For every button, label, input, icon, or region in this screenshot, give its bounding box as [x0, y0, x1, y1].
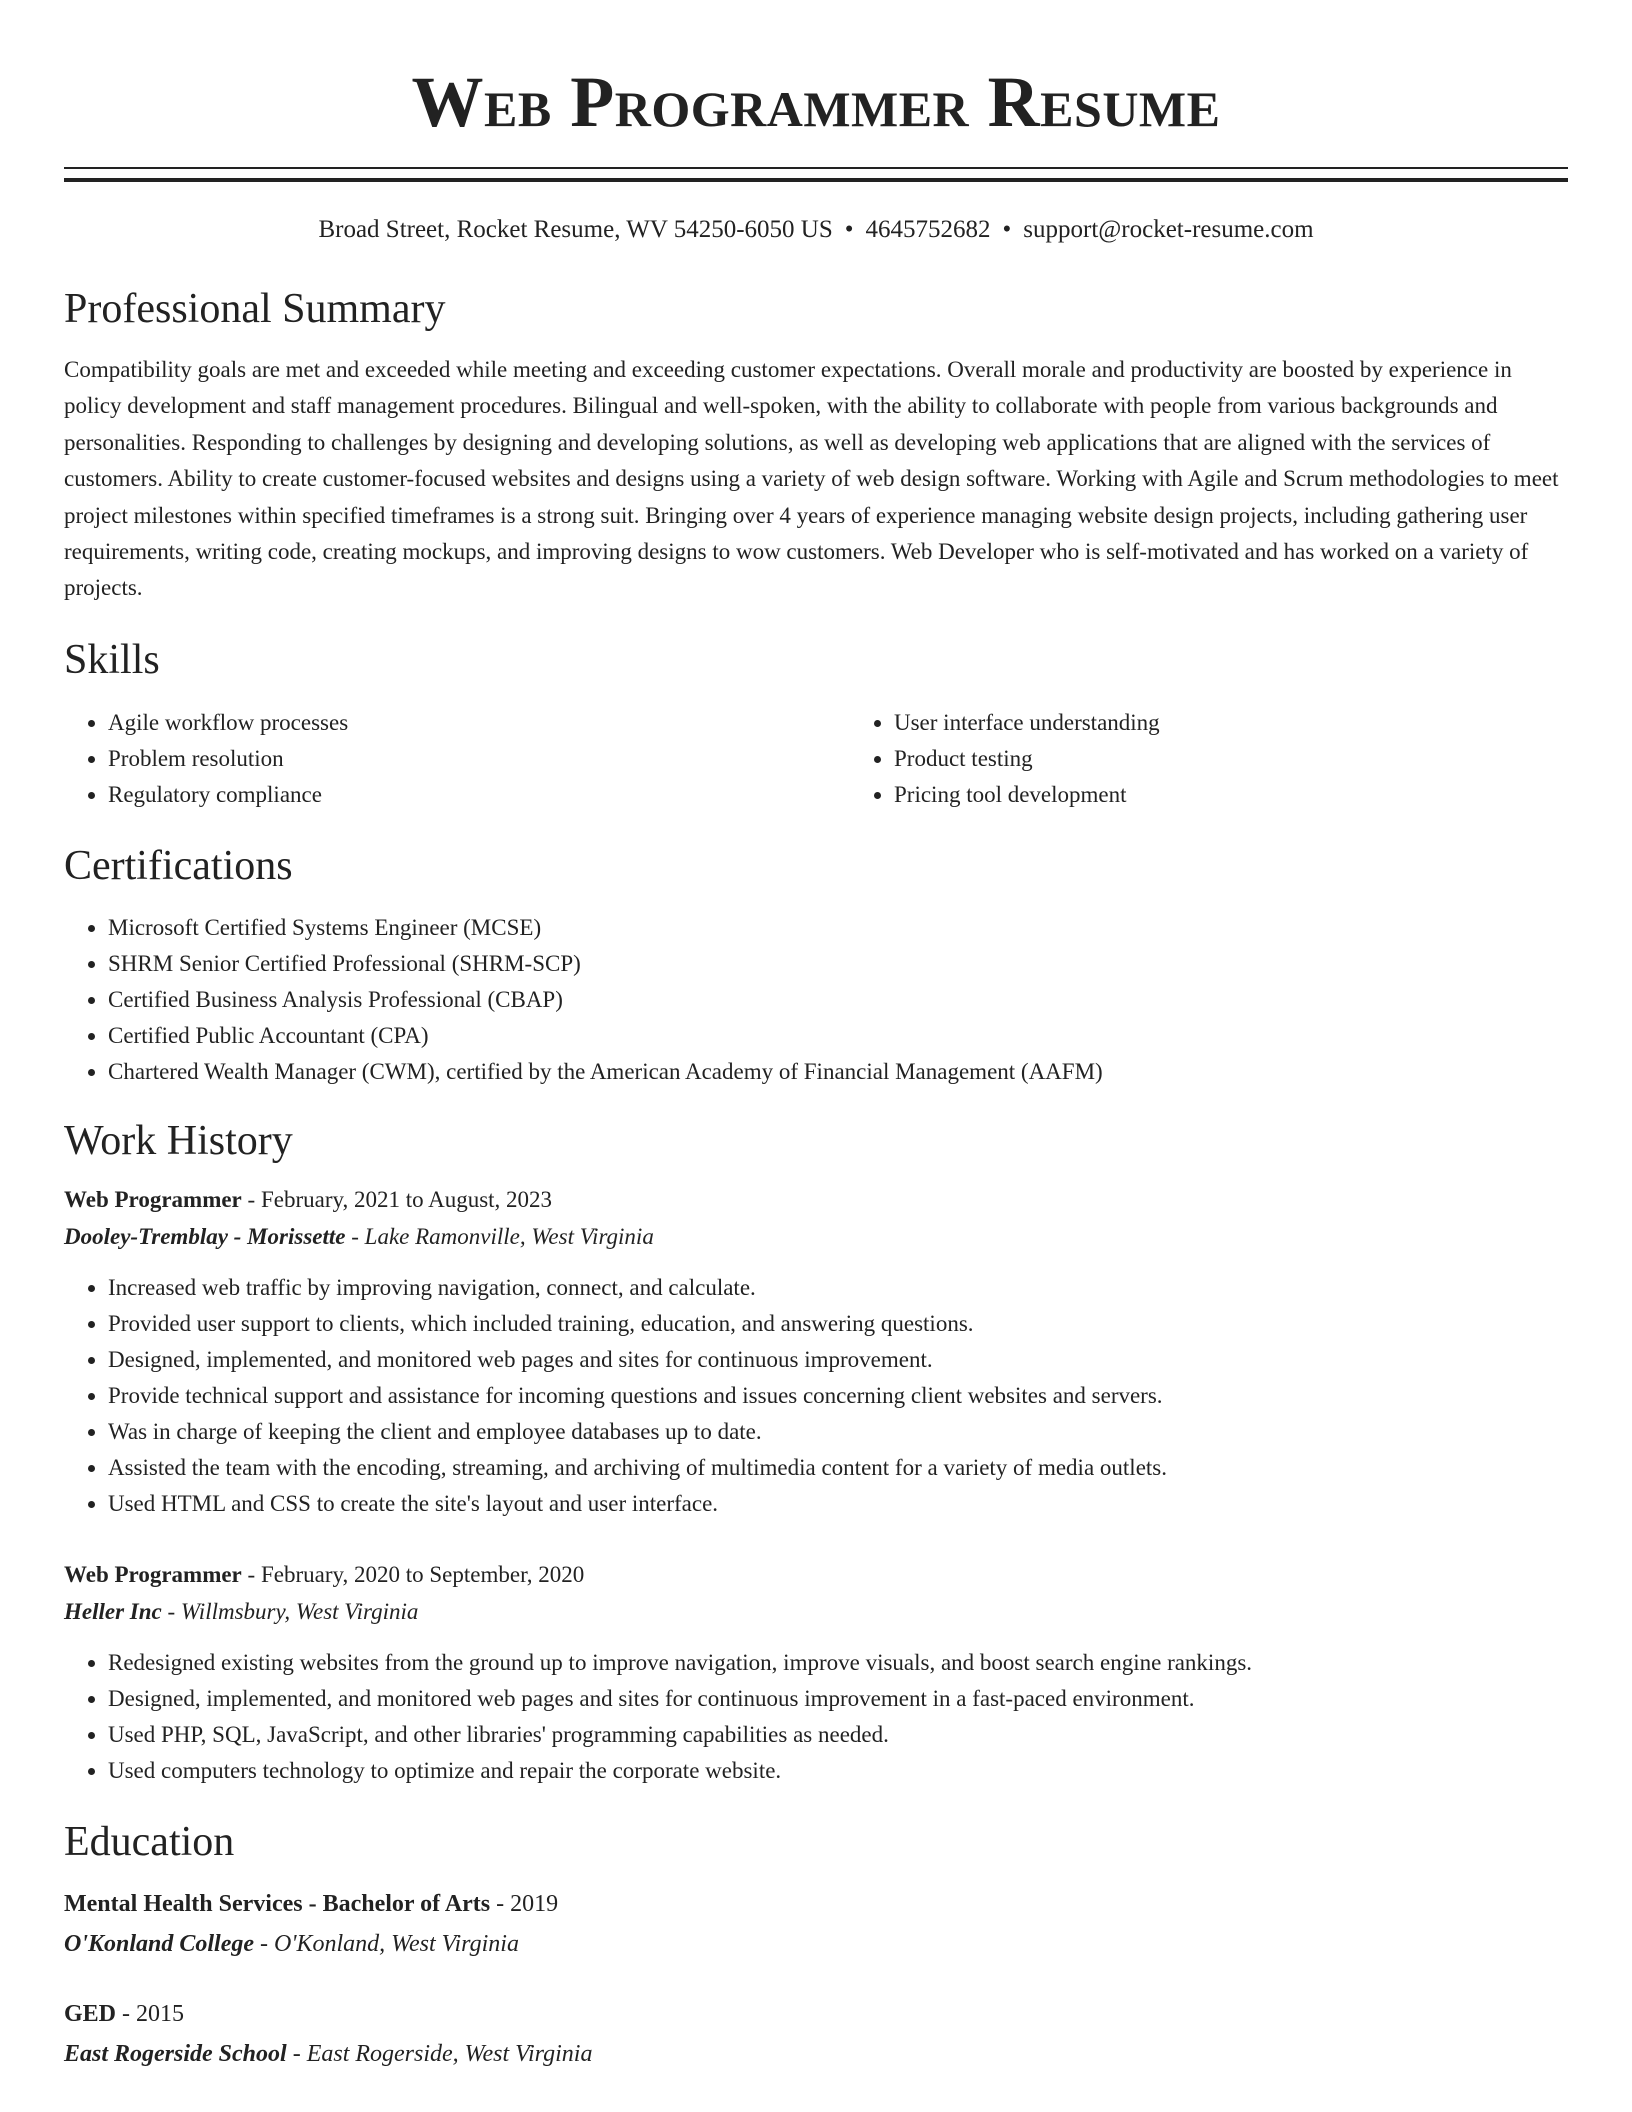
dash: -: [490, 1890, 511, 1917]
certification-item: • Chartered Wealth Manager (CWM), certified by the American Academy of Financial Management (AAFM): [108, 1054, 1568, 1090]
contact-line: [64, 215, 1568, 245]
job-duty: • Assisted the team with the encoding, streaming, and archiving of multimedia content for a variety of media outlets.: [108, 1450, 1568, 1486]
job-duty: • Used computers technology to optimize and repair the corporate website.: [108, 1753, 1568, 1789]
dash: -: [241, 1186, 261, 1212]
certification-item: • SHRM Senior Certified Professional (SHRM-SCP): [108, 946, 1568, 982]
job-duty: • Provide technical support and assistance for incoming questions and issues concerning client websites and servers.: [108, 1378, 1568, 1414]
dash: -: [345, 1223, 365, 1249]
skill-item: • Problem resolution: [108, 741, 850, 777]
contact-separator: •: [1002, 216, 1012, 243]
skills-list-left: [64, 705, 850, 813]
job-company: Heller Inc: [64, 1598, 162, 1624]
skills-list-right: [850, 705, 1632, 813]
skill-item: • Agile workflow processes: [108, 705, 850, 741]
job-company: Dooley-Tremblay - Morissette: [64, 1223, 346, 1249]
skill-item: • Product testing: [894, 741, 1632, 777]
skill-item: • User interface understanding: [894, 705, 1632, 741]
job-company-line: [64, 1593, 1568, 1630]
job-dates: February, 2021 to August, 2023: [260, 1186, 553, 1212]
dash: -: [286, 2040, 307, 2067]
certification-item: • Microsoft Certified Systems Engineer (MCSE): [108, 910, 1568, 946]
job-role: Web Programmer: [64, 1561, 242, 1587]
job-location: Willmsbury, West Virginia: [180, 1598, 419, 1624]
education-degree-line: [64, 1994, 1568, 2034]
job-duty: • Increased web traffic by improving navigation, connect, and calculate.: [108, 1270, 1568, 1306]
education-location: O'Konland, West Virginia: [274, 1930, 519, 1957]
skills-heading: Skills: [64, 636, 160, 683]
education-year: 2015: [136, 2000, 185, 2027]
job-duties-list: [64, 1645, 1568, 1789]
job-entry: [64, 1181, 1568, 1522]
summary-text: Compatibility goals are met and exceeded while meeting and exceeding customer expectations. Overall morale and productivity are boosted by experience in policy development and staff management procedures. Bilingual and well-spoken, with the ability to collaborate with people from various backgrounds and personalities. Responding to challenges by designing and developing solutions, as well as developing web applications that are aligned with the services of customers. Ability to create customer-focused websites and designs using a variety of web design software. Working with Agile and Scrum methodologies to meet project milestones within specified timeframes is a strong suit. Bringing over 4 years of experience managing website design projects, including gathering user requirements, writing code, creating mockups, and improving designs to wow customers. Web Developer who is self-motivated and has worked on a variety of projects.: [64, 357, 1559, 601]
contact-phone: 4645752682: [865, 216, 991, 243]
education-location: East Rogerside, West Virginia: [306, 2040, 593, 2067]
certification-item: • Certified Business Analysis Professional (CBAP): [108, 982, 1568, 1018]
dash: -: [116, 2000, 137, 2027]
job-entry: [64, 1556, 1568, 1789]
certification-item: • Certified Public Accountant (CPA): [108, 1018, 1568, 1054]
education-year: 2019: [510, 1890, 559, 1917]
skills-grid: [64, 705, 1568, 813]
job-dates: February, 2020 to September, 2020: [260, 1561, 585, 1587]
education-degree: Mental Health Services - Bachelor of Arts: [64, 1890, 491, 1917]
job-duty: • Designed, implemented, and monitored web pages and sites for continuous improvement in a fast-paced environment.: [108, 1681, 1568, 1717]
job-duty: • Was in charge of keeping the client and employee databases up to date.: [108, 1414, 1568, 1450]
education-school: East Rogerside School: [64, 2040, 287, 2067]
contact-address: Broad Street, Rocket Resume, WV 54250-6050 US: [318, 216, 833, 243]
dash: -: [241, 1561, 261, 1587]
job-duty: • Used PHP, SQL, JavaScript, and other libraries' programming capabilities as needed.: [108, 1717, 1568, 1753]
job-company-line: [64, 1218, 1568, 1255]
education-school-line: [64, 1924, 1568, 1964]
certifications-list: [64, 910, 1568, 1090]
education-school-line: [64, 2034, 1568, 2074]
job-duty: • Designed, implemented, and monitored web pages and sites for continuous improvement.: [108, 1342, 1568, 1378]
job-location: Lake Ramonville, West Virginia: [364, 1223, 654, 1249]
job-duty: • Redesigned existing websites from the ground up to improve navigation, improve visuals, and boost search engine rankings.: [108, 1645, 1568, 1681]
resume-title: Web Programmer Resume: [411, 62, 1221, 142]
work-history-heading: Work History: [64, 1117, 293, 1164]
education-entry: [64, 1884, 1568, 1964]
job-duties-list: [64, 1270, 1568, 1522]
job-role: Web Programmer: [64, 1186, 242, 1212]
certifications-heading: Certifications: [64, 842, 293, 889]
skill-item: • Pricing tool development: [894, 777, 1632, 813]
title-divider: [64, 167, 1568, 182]
education-entry: [64, 1994, 1568, 2074]
summary-heading: Professional Summary: [64, 286, 446, 332]
job-duty: • Provided user support to clients, which included training, education, and answering questions.: [108, 1306, 1568, 1342]
education-heading: Education: [64, 1818, 235, 1865]
education-degree-line: [64, 1884, 1568, 1924]
education-school: O'Konland College: [64, 1930, 255, 1957]
education-degree: GED: [64, 2000, 117, 2027]
job-role-line: [64, 1556, 1568, 1593]
job-role-line: [64, 1181, 1568, 1218]
skill-item: • Regulatory compliance: [108, 777, 850, 813]
job-duty: • Used HTML and CSS to create the site's layout and user interface.: [108, 1486, 1568, 1522]
dash: -: [161, 1598, 181, 1624]
dash: -: [254, 1930, 275, 1957]
contact-separator: •: [844, 216, 854, 243]
contact-email: support@rocket-resume.com: [1023, 216, 1314, 243]
